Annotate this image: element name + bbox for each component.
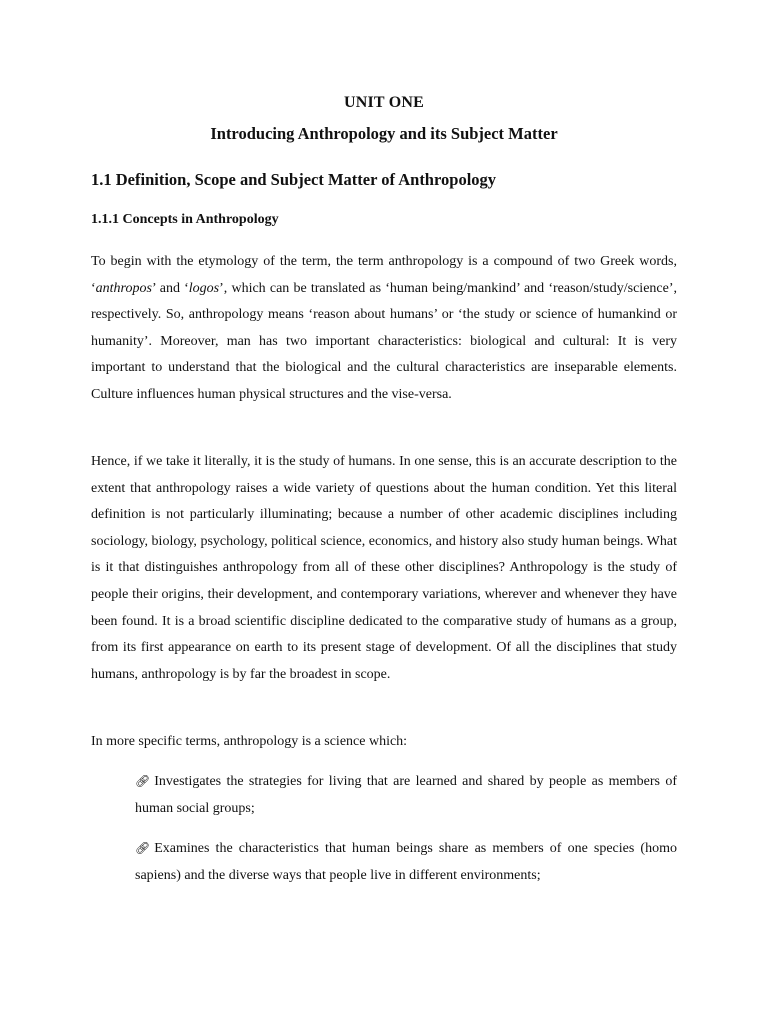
unit-title: UNIT ONE — [344, 94, 424, 111]
bullet-item — [135, 835, 677, 889]
paragraph-definition: Hence, if we take it literally, it is the study of humans. In one sense, this is an accurate description to the extent that anthropology raises a wide variety of questions about the human condition. Yet this literal definition is not particularly illuminating; because a number of other academic disciplines including sociology, biology, psychology, political science, economics, and history also study human beings. What is it that distinguishes anthropology from all of these other disciplines? Anthropology is the study of people their origins, their development, and contemporary variations, wherever and whenever they have been found. It is a broad scientific discipline dedicated to the comparative study of humans as a group, from its first appearance on earth to its present stage of development. Of all the disciplines that study humans, anthropology is by far the broadest in scope. — [91, 454, 677, 682]
bullet-text: Investigates the strategies for living that are learned and shared by people as members of human social groups; — [135, 774, 677, 816]
section-heading: 1.1 Definition, Scope and Subject Matter of Anthropology — [91, 170, 497, 189]
chapter-title: Introducing Anthropology and its Subject Matter — [210, 124, 558, 143]
paragraph-text: To begin with the etymology of the term, the term anthropology is a compound of two Greek words, ‘ — [91, 254, 677, 296]
link-icon: 🔗︎ — [135, 774, 151, 788]
greek-term-anthropos: anthropos — [95, 280, 152, 296]
paragraph-etymology — [91, 249, 677, 409]
greek-term-logos: logos — [188, 280, 220, 296]
paragraph-specific-terms: In more specific terms, anthropology is a science which: — [91, 734, 408, 749]
paragraph-text: ’ and ‘ — [151, 280, 189, 296]
bullet-text: Examines the characteristics that human beings share as members of one species (homo sapiens) and the diverse ways that people live in different environments; — [135, 841, 677, 883]
bullet-item — [135, 768, 677, 822]
subsection-heading: 1.1.1 Concepts in Anthropology — [91, 212, 279, 227]
link-icon: 🔗︎ — [135, 841, 151, 855]
paragraph-text: ’, which can be translated as ‘human being/mankind’ and ‘reason/study/science’, respectively. So, anthropology means ‘reason about humans’ or ‘the study or science of humankind or humanity’. Moreover, man has two important characteristics: biological and cultural: It is very important to understand that the biological and the cultural characteristics are inseparable elements. Culture influences human physical structures and the vise-versa. — [91, 280, 677, 402]
